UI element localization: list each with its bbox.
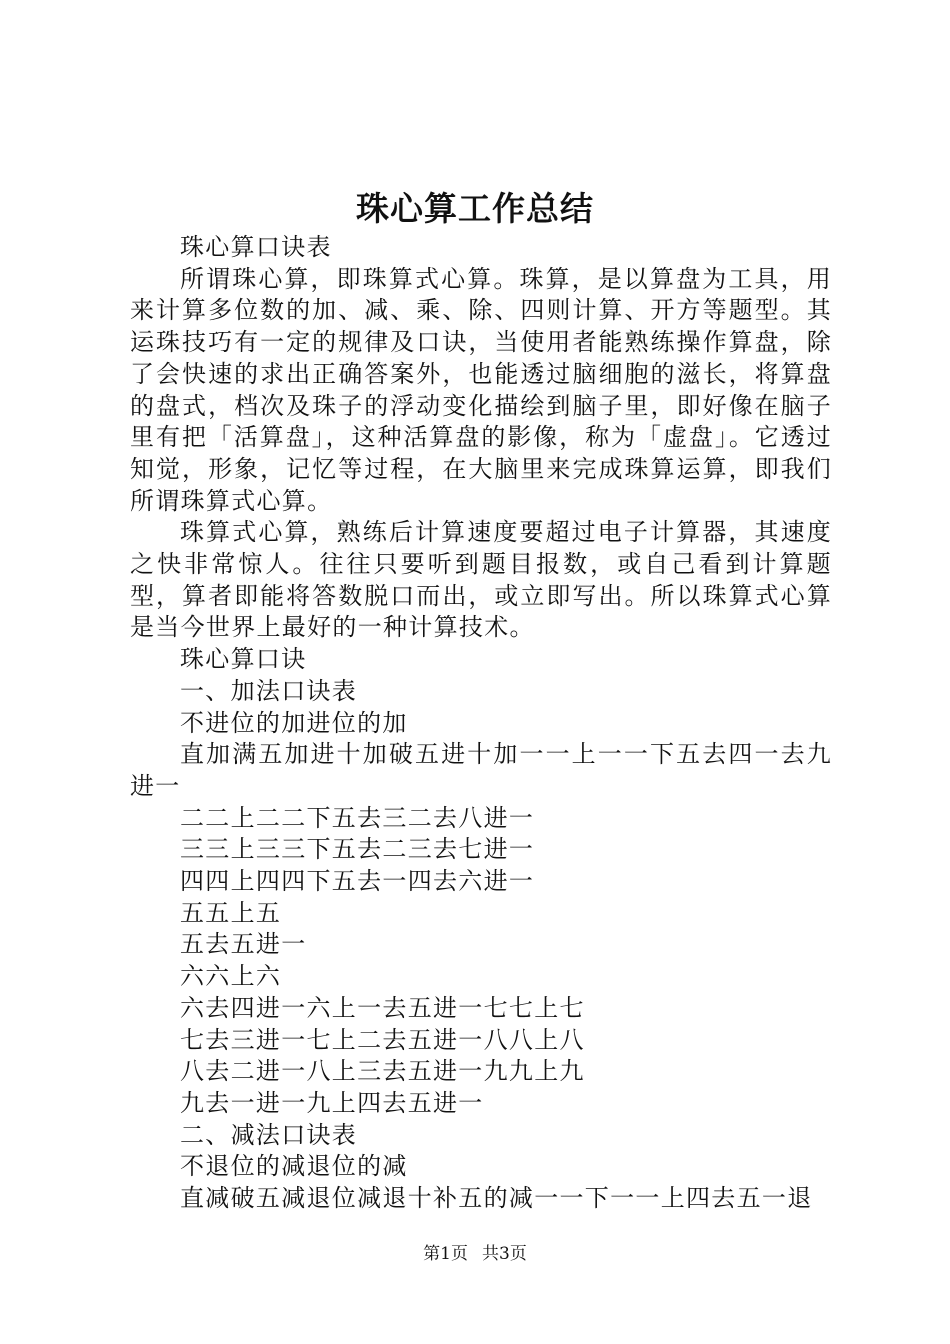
paragraph: 不进位的加进位的加 [180,708,408,737]
paragraph: 直加满五加进十加破五进十加一一上一一下五去四一去九进一 [130,740,832,800]
paragraph: 一、加法口诀表 [180,676,358,705]
paragraph: 八去二进一八上三去五进一九九上九 [180,1057,585,1086]
paragraph: 珠心算口诀表 [180,233,332,261]
document-title: 珠心算工作总结 [356,189,594,228]
paragraph: 九去一进一九上四去五进一 [180,1088,484,1117]
paragraph: 所谓珠心算，即珠算式心算。珠算，是以算盘为工具，用来计算多位数的加、减、乘、除、四则计算、开方等题型。其运珠技巧有一定的规律及口诀，当使用者能熟练操作算盘，除了会快速的求出正确答案外，也能透过脑细胞的滋长，将算盘的盘式，档次及珠子的浮动变化描绘到脑子里，即好像在脑子里有把「活算盘」，这种活算盘的影像，称为「虚盘」。它透过知觉，形象，记忆等过程，在大脑里来完成珠算运算，即我们所谓珠算式心算。 [130,264,832,515]
page-number: 第1页 [423,1244,468,1264]
paragraph: 五去五进一 [180,930,307,959]
paragraph: 六去四进一六上一去五进一七七上七 [180,993,585,1022]
page-total: 共3页 [482,1244,527,1264]
page-footer [0,1242,950,1266]
document-body [130,232,832,1215]
paragraph: 不退位的减退位的减 [180,1152,408,1181]
paragraph: 珠心算口诀 [180,645,307,674]
paragraph: 六六上六 [180,962,282,991]
paragraph: 直减破五减退位减退十补五的减一一下一一上四去五一退 [180,1184,813,1213]
paragraph: 四四上四四下五去一四去六进一 [180,867,535,896]
paragraph: 二、减法口诀表 [180,1120,358,1149]
paragraph: 二二上二二下五去三二去八进一 [180,803,535,832]
paragraph: 七去三进一七上二去五进一八八上八 [180,1025,585,1054]
paragraph: 珠算式心算，熟练后计算速度要超过电子计算器，其速度之快非常惊人。往往只要听到题目报数，或自己看到计算题型，算者即能将答数脱口而出，或立即写出。所以珠算式心算是当今世界上最好的一种计算技术。 [130,518,832,642]
paragraph: 五五上五 [180,898,282,927]
paragraph: 三三上三三下五去二三去七进一 [180,835,535,864]
